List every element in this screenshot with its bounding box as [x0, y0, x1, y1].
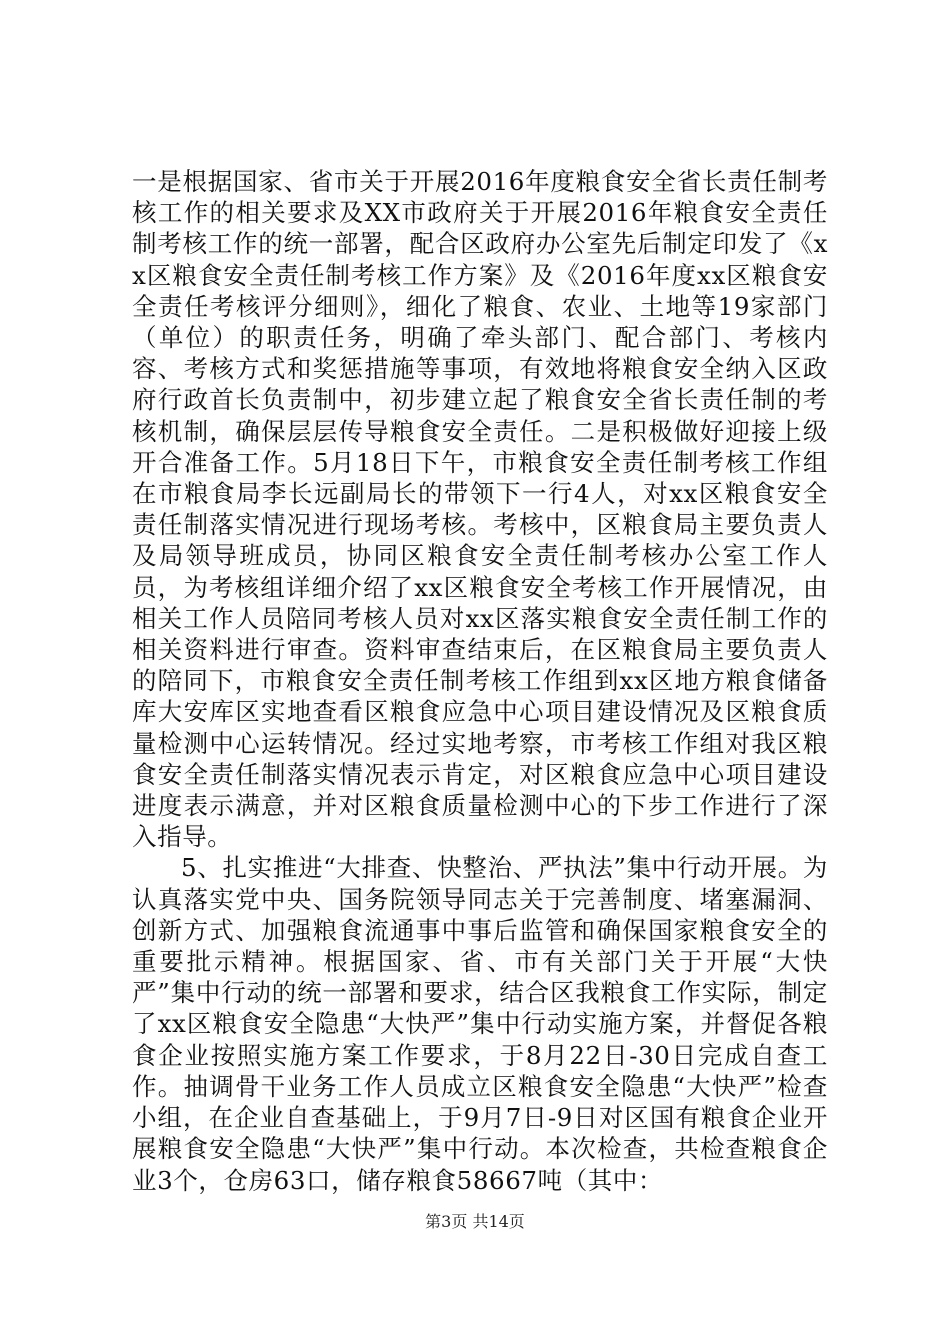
paragraph-special-action: 5、扎实推进“大排查、快整治、严执法”集中行动开展。为认真落实党中央、国务院领导同志关于完善制度、堵塞漏洞、创新方式、加强粮食流通事中事后监管和确保国家粮食安全的重要批示精神。根据国家、省、市有关部门关于开展“大快严”集中行动的统一部署和要求，结合区我粮食工作实际，制定了xx区粮食安全隐患“大快严”集中行动实施方案，并督促各粮食企业按照实施方案工作要求，于8月22日-30日完成自查工作。抽调骨干业务工作人员成立区粮食安全隐患“大快严”检查小组，在企业自查基础上，于9月7日-9日对区国有粮食企业开展粮食安全隐患“大快严”集中行动。本次检查，共检查粮食企业3个，仓房63口，储存粮食58667吨（其中：	[132, 853, 828, 1195]
paragraph-assessment-work: 一是根据国家、省市关于开展2016年度粮食安全省长责任制考核工作的相关要求及XX市政府关于开展2016年粮食安全责任制考核工作的统一部署，配合区政府办公室先后制定印发了《xx区粮食安全责任制考核工作方案》及《2016年度xx区粮食安全责任考核评分细则》，细化了粮食、农业、土地等19家部门（单位）的职责任务，明确了牵头部门、配合部门、考核内容、考核方式和奖惩措施等事项，有效地将粮食安全纳入区政府行政首长负责制中，初步建立起了粮食安全省长责任制的考核机制，确保层层传导粮食安全责任。二是积极做好迎接上级开合准备工作。5月18日下午，市粮食安全责任制考核工作组在市粮食局李长远副局长的带领下一行4人，对xx区粮食安全责任制落实情况进行现场考核。考核中，区粮食局主要负责人及局领导班成员，协同区粮食安全责任制考核办公室工作人员，为考核组详细介绍了xx区粮食安全考核工作开展情况，由相关工作人员陪同考核人员对xx区落实粮食安全责任制工作的相关资料进行审查。资料审查结束后，在区粮食局主要负责人的陪同下，市粮食安全责任制考核工作组到xx区地方粮食储备库大安库区实地查看区粮食应急中心项目建设情况及区粮食质量检测中心运转情况。经过实地考察，市考核工作组对我区粮食安全责任制落实情况表示肯定，对区粮食应急中心项目建设进度表示满意，并对区粮食质量检测中心的下步工作进行了深入指导。	[132, 167, 828, 852]
page-number-footer: 第3页 共14页	[425, 1212, 525, 1231]
document-body	[132, 166, 828, 1196]
